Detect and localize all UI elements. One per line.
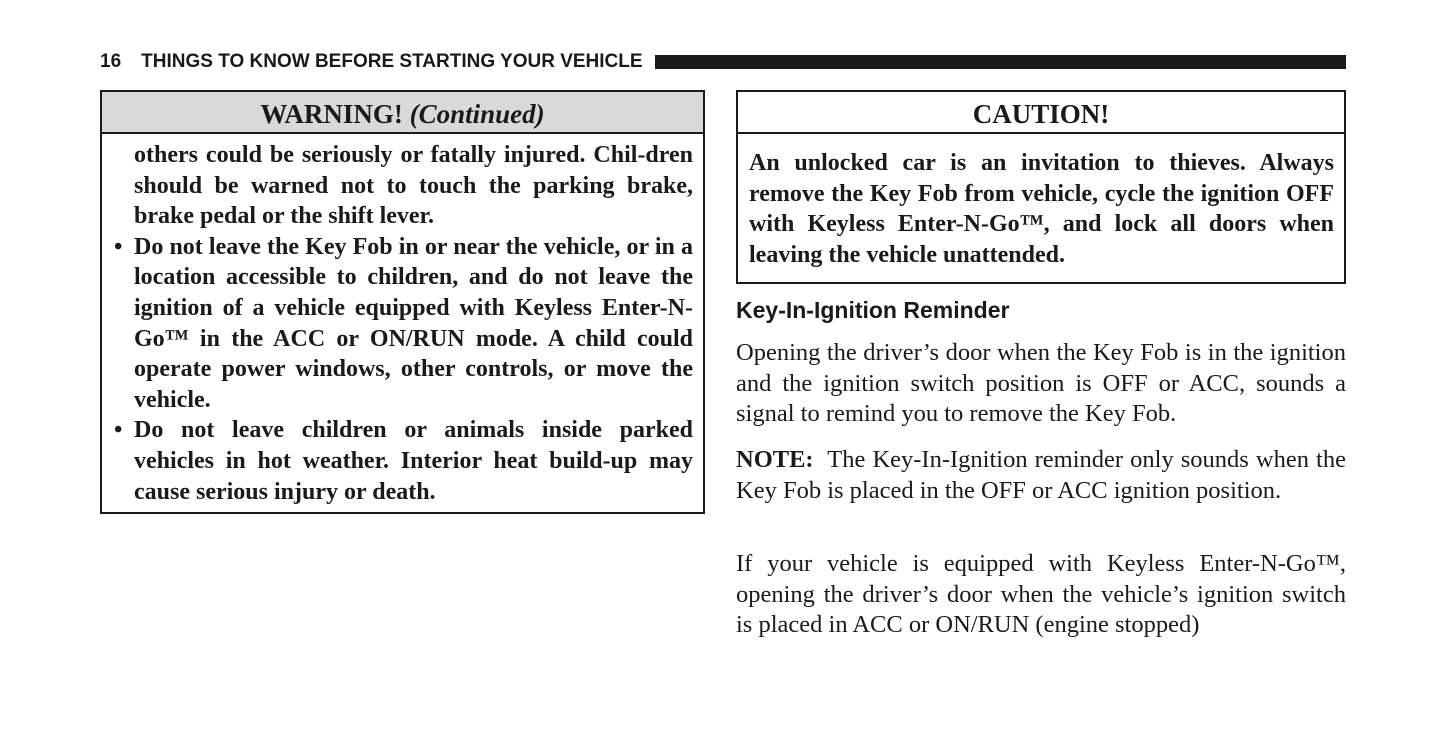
header-rule [655, 55, 1346, 69]
caution-title: CAUTION! [738, 92, 1344, 134]
warning-bullet-text: Do not leave children or animals inside parked vehicles in hot weather. Interior heat build-up may cause serious injury or death. [134, 417, 693, 505]
warning-title [102, 92, 703, 134]
warning-box [100, 90, 705, 514]
warning-title-label: WARNING! [260, 99, 403, 129]
page-number: 16 [100, 51, 122, 72]
section-title: THINGS TO KNOW BEFORE STARTING YOUR VEHICLE [141, 51, 643, 72]
reminder-heading: Key-In-Ignition Reminder [736, 297, 1010, 323]
warning-bullet [114, 415, 693, 507]
page-header [100, 50, 1346, 74]
reminder-paragraph: Opening the driver’s door when the Key Fob is in the ignition and the ignition switch position is OFF or ACC, sounds a signal to remind you to remove the Key Fob. [736, 339, 1346, 427]
note-text: The Key-In-Ignition reminder only sounds when the Key Fob is placed in the OFF or ACC ignition position. [736, 446, 1346, 504]
caution-box [736, 90, 1346, 284]
warning-bullet-text: Do not leave the Key Fob in or near the vehicle, or in a location accessible to children, and do not leave the ignition of a vehicle equipped with Keyless Enter-N-Go™ in the ACC or ON/RUN mode. A child could operate power windows, other controls, or move the vehicle. [134, 233, 693, 413]
bullet-icon: • [114, 417, 123, 444]
reminder-note [736, 445, 1346, 506]
reminder-paragraph-keyless: If your vehicle is equipped with Keyless Enter-N-Go™, opening the driver’s door when the vehicle’s ignition switch is placed in ACC or ON/RUN (engine stopped) [736, 550, 1346, 638]
warning-body [102, 134, 703, 507]
warning-bullet [114, 232, 693, 416]
caution-body [738, 134, 1344, 270]
warning-title-suffix: (Continued) [409, 99, 545, 129]
warning-continuation: others could be seriously or fatally injured. Chil-dren should be warned not to touch the parking brake, brake pedal or the shift lever. [134, 142, 693, 230]
note-label: NOTE: [736, 446, 814, 473]
caution-text: An unlocked car is an invitation to thieves. Always remove the Key Fob from vehicle, cycle the ignition OFF with Keyless Enter-N-Go™, and lock all doors when leaving the vehicle unattended. [749, 150, 1334, 268]
bullet-icon: • [114, 233, 123, 260]
